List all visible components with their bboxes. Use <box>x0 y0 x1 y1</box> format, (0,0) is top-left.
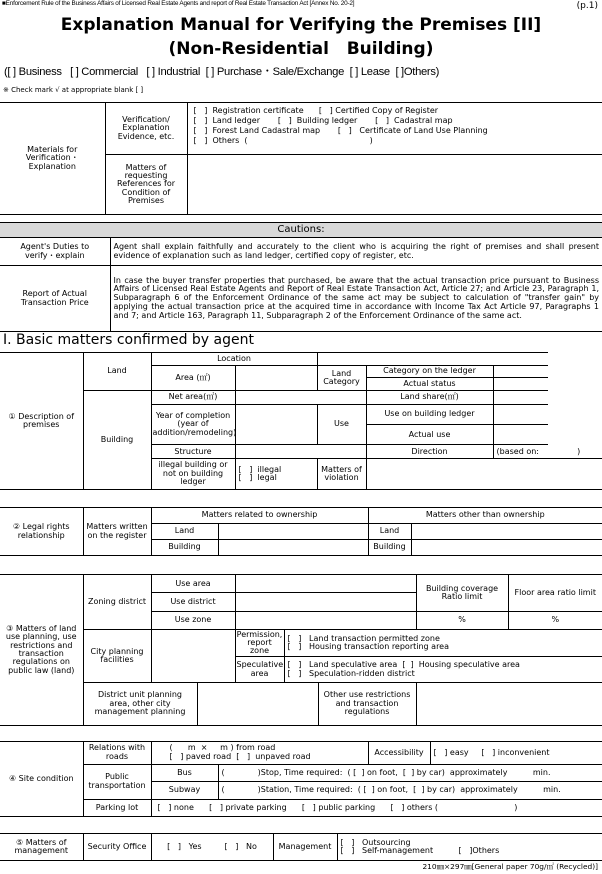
building-type-options[interactable]: ([ ] Business [ ] Commercial [ ] Industrial [ ] Purchase・Sale/Exchange [ ] Lease [ ]Others) <box>4 66 440 78</box>
basic-matters-heading: Ⅰ. Basic matters confirmed by agent <box>3 332 254 348</box>
violation-field[interactable] <box>366 459 602 490</box>
other-building-field[interactable] <box>411 540 602 556</box>
evidence-line-2[interactable]: [ ] Land ledger [ ] Building ledger [ ] Cadastral map <box>193 116 453 125</box>
cautions-title: Cautions: <box>0 223 602 238</box>
use-area-field[interactable] <box>235 575 416 593</box>
parking-lot-options[interactable]: [ ] none [ ] private parking [ ] public parking [ ] others ( ) <box>151 799 602 817</box>
parking-lot-label: Parking lot <box>83 799 151 817</box>
category-ledger-field[interactable] <box>493 365 548 378</box>
duty-label: Agent's Duties to verify・explain <box>0 238 110 266</box>
bus-field[interactable]: ( )Stop, Time required: ( [ ] on foot, [ ] by car) approximately min. <box>218 764 602 781</box>
legal-rights-label: ② Legal rights relationship <box>0 508 83 556</box>
materials-label: Materials for Verification・Explanation <box>0 103 105 215</box>
illegal-building-options[interactable]: [ ] illegal [ ] legal <box>235 459 317 490</box>
other-restrictions-field[interactable] <box>416 682 602 725</box>
use-district-label: Use district <box>151 593 235 611</box>
speculative-area-options[interactable]: [ ] Land speculative area [ ] Housing speculative area [ ] Speculation-ridden district <box>284 657 602 683</box>
road-relations-label: Relations with roads <box>83 742 151 765</box>
use-district-field[interactable] <box>235 593 416 611</box>
page-number: (p.1) <box>576 1 598 11</box>
evidence-line-3[interactable]: [ ] Forest Land Cadastral map [ ] Certificate of Land Use Planning <box>193 126 488 135</box>
other-building-label: Building <box>368 540 411 556</box>
district-unit-field[interactable] <box>197 682 318 725</box>
duty-text: Agent shall explain faithfully and accurately to the client who is acquiring the right of premises and shall present evidence of explanation such as land ledger, certified copy of register, etc. <box>110 238 602 266</box>
use-zone-label: Use zone <box>151 611 235 629</box>
matters-requesting-label: Matters of requesting References for Condition of Premises <box>105 155 187 215</box>
floor-area-ratio-label: Floor area ratio limit <box>508 575 602 612</box>
use-area-label: Use area <box>151 575 235 593</box>
actual-use-label: Actual use <box>366 425 493 445</box>
actual-status-label: Actual status <box>366 378 493 391</box>
site-condition-label: ④ Site condition <box>0 742 83 817</box>
description-section <box>0 352 602 490</box>
area-field[interactable] <box>235 365 317 390</box>
illegal-building-label: illegal building or not on building ledger <box>151 459 235 490</box>
location-label: Location <box>151 353 317 366</box>
year-completion-label: Year of completion (year of addition/remodeling) <box>151 405 235 445</box>
subway-field[interactable]: ( )Station, Time required: ( [ ] on foot, [ ] by car) approximately min. <box>218 782 602 799</box>
actual-status-field[interactable] <box>493 378 548 391</box>
page-title: Explanation Manual for Verifying the Premises [II] <box>60 15 542 35</box>
category-ledger-label: Category on the ledger <box>366 365 493 378</box>
ownership-building-label: Building <box>151 540 218 556</box>
bus-label: Bus <box>151 764 218 781</box>
city-planning-field[interactable] <box>151 630 235 682</box>
building-label: Building <box>83 391 151 490</box>
subway-label: Subway <box>151 782 218 799</box>
year-completion-field[interactable] <box>235 405 317 445</box>
report-text: In case the buyer transfer properties that purchased, be aware that the actual transaction price pursuant to Business Affairs of Licensed Real Estate Agents and Report of Real Estate Transaction Act, Article 27; and Article 23, Paragraph 1, Subparagraph 6 of the Enforcement Ordinance of the same act may be subject to calculation of "transfer gain" by applying the actual transaction price at the acquired time in accordance with Income Tax Act Article 97, Paragraphs 1 and 7; and Article 163, Paragraph 11, Subparagraph 2 of the Enforcement Ordinance of the same act. <box>110 266 602 332</box>
use-label: Use <box>317 405 366 445</box>
floor-area-ratio-field[interactable]: % <box>508 611 602 629</box>
road-relations-field[interactable]: ( m × m ) from road [ ] paved road [ ] unpaved road <box>151 742 368 765</box>
other-land-field[interactable] <box>411 524 602 540</box>
direction-label: Direction <box>366 445 493 459</box>
checkmark-note: ※ Check mark √ at appropriate blank [ ] <box>3 86 144 94</box>
page-subtitle: (Non-Residential Building) <box>168 39 434 59</box>
ownership-header: Matters related to ownership <box>151 508 368 524</box>
net-area-label: Net area(㎡) <box>151 391 235 405</box>
rule-header: ■Enforcement Rule of the Business Affairs of Licensed Real Estate Agents and report of Real Estate Transaction Act [Annex No. 20-2] <box>2 0 355 7</box>
accessibility-options[interactable]: [ ] easy [ ] inconvenient <box>430 742 602 765</box>
management-section <box>0 833 602 861</box>
matters-requesting-field[interactable] <box>187 155 602 215</box>
direction-field[interactable]: (based on: ) <box>493 445 548 459</box>
land-category-label: Land Category <box>317 365 366 390</box>
actual-use-field[interactable] <box>493 425 548 445</box>
land-use-section <box>0 574 602 726</box>
evidence-options[interactable] <box>187 103 602 155</box>
location-field[interactable] <box>317 353 548 366</box>
building-coverage-field[interactable]: % <box>416 611 508 629</box>
district-unit-label: District unit planning area, other city management planning <box>83 682 197 725</box>
evidence-label: Verification/ Explanation Evidence, etc. <box>105 103 187 155</box>
use-zone-field[interactable] <box>235 611 416 629</box>
management-type-label: Management <box>273 834 337 861</box>
management-type-options[interactable]: [ ] Outsourcing [ ] Self-management [ ]Others <box>337 834 602 861</box>
public-transport-label: Public transportation <box>83 764 151 799</box>
security-office-options[interactable]: [ ] Yes [ ] No <box>151 834 273 861</box>
materials-section <box>0 102 602 215</box>
net-area-field[interactable] <box>235 391 366 405</box>
management-label: ⑤ Matters of management <box>0 834 83 861</box>
land-use-label: ③ Matters of land use planning, use restrictions and transaction regulations on public law (land) <box>0 575 83 726</box>
structure-field[interactable] <box>235 445 366 459</box>
structure-label: Structure <box>151 445 235 459</box>
paper-spec-footer: 210㎜×297㎜[General paper 70g/㎡ (Recycled)] <box>422 862 598 871</box>
accessibility-label: Accessibility <box>368 742 430 765</box>
use-ledger-label: Use on building ledger <box>366 405 493 425</box>
security-office-label: Security Office <box>83 834 151 861</box>
report-label: Report of Actual Transaction Price <box>0 266 110 332</box>
city-planning-label: City planning facilities <box>83 630 151 682</box>
other-restrictions-label: Other use restrictions and transaction regulations <box>318 682 416 725</box>
land-label: Land <box>83 353 151 391</box>
other-than-ownership-header: Matters other than ownership <box>368 508 602 524</box>
ownership-land-field[interactable] <box>218 524 368 540</box>
evidence-line-4[interactable]: [ ] Others ( ) <box>193 136 373 145</box>
permission-zone-options[interactable]: [ ] Land transaction permitted zone [ ] Housing transaction reporting area <box>284 630 602 657</box>
land-share-label: Land share(㎡) <box>366 391 493 405</box>
evidence-line-1[interactable]: [ ] Registration certificate [ ] Certified Copy of Register <box>193 106 439 115</box>
register-matters-label: Matters written on the register <box>83 508 151 556</box>
ownership-building-field[interactable] <box>218 540 368 556</box>
building-coverage-label: Building coverage Ratio limit <box>416 575 508 612</box>
zoning-district-label: Zoning district <box>83 575 151 630</box>
description-label: ① Description of premises <box>0 353 83 490</box>
permission-zone-label: Permission, report zone <box>236 629 283 656</box>
site-condition-section <box>0 741 602 817</box>
ownership-land-label: Land <box>151 524 218 540</box>
legal-rights-section <box>0 507 602 556</box>
cautions-section <box>0 222 602 332</box>
land-share-field[interactable] <box>493 391 548 405</box>
area-label: Area (㎡) <box>151 365 235 390</box>
violation-label: Matters of violation <box>317 459 366 490</box>
speculative-area-label: Speculative area <box>235 657 284 683</box>
use-ledger-field[interactable] <box>493 405 548 425</box>
other-land-label: Land <box>368 524 411 540</box>
